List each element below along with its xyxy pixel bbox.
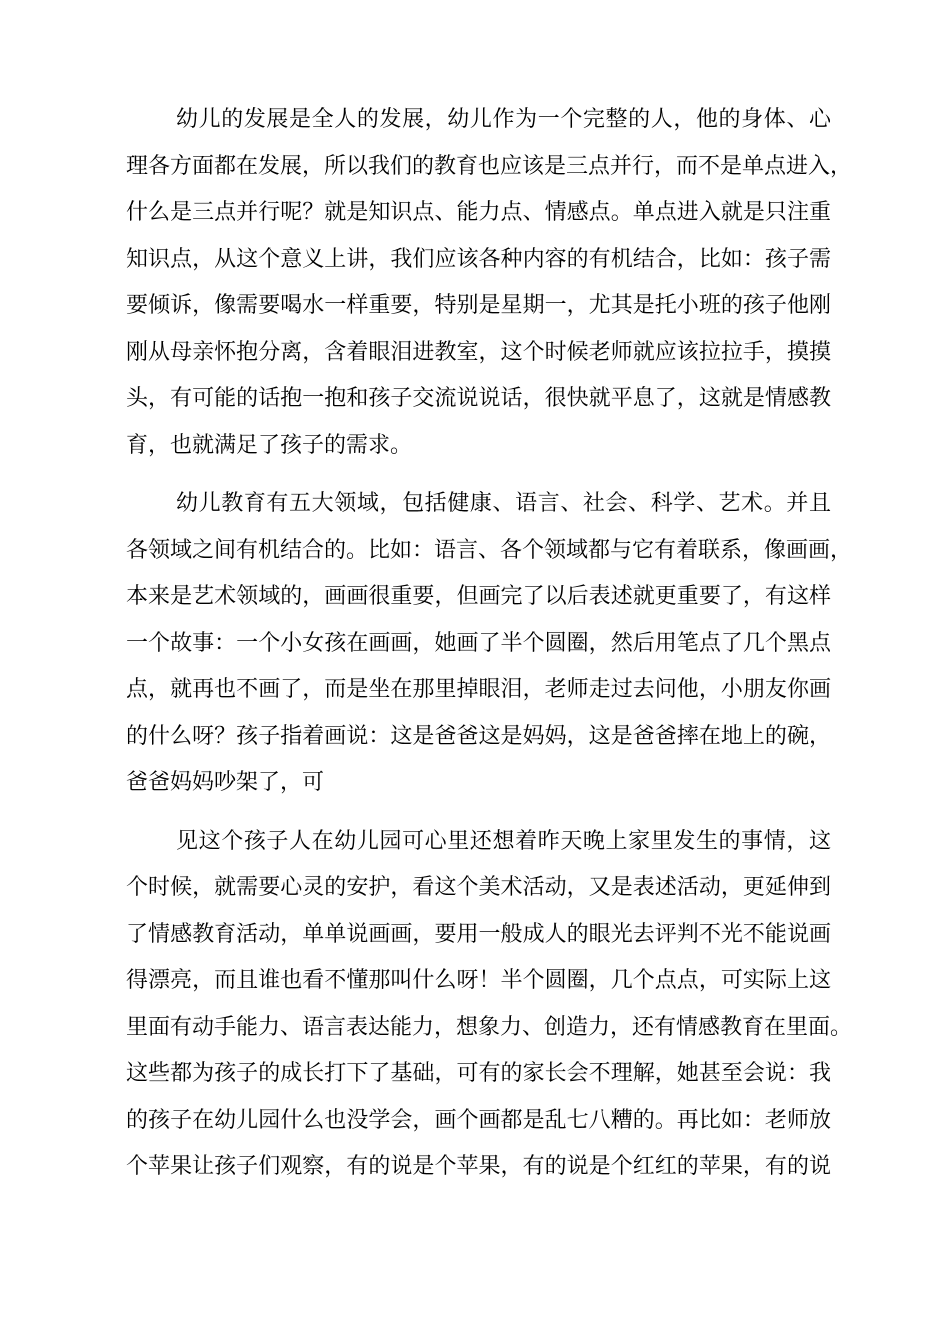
- text-line: 的孩子在幼儿园什么也没学会，画个画都是乱七八糟的。再比如：老师放: [126, 1107, 831, 1133]
- text-line: 里面有动手能力、语言表达能力，想象力、创造力，还有情感教育在里面。: [126, 1014, 853, 1040]
- text-line: 的什么呀？孩子指着画说：这是爸爸这是妈妈，这是爸爸摔在地上的碗，: [126, 723, 831, 749]
- text-line: 育，也就满足了孩子的需求。: [126, 432, 413, 458]
- text-line: 爸爸妈妈吵架了，可: [126, 770, 325, 795]
- text-line: 了情感教育活动，单单说画画，要用一般成人的眼光去评判不光不能说画: [126, 921, 831, 947]
- paragraph-1: [126, 97, 853, 469]
- text-line: 知识点，从这个意义上讲，我们应该各种内容的有机结合，比如：孩子需: [126, 246, 831, 272]
- paragraph-2: [126, 481, 853, 807]
- text-line: 得漂亮，而且谁也看不懂那叫什么呀！半个圆圈，几个点点，可实际上这: [126, 968, 831, 993]
- text-line: 一个故事：一个小女孩在画画，她画了半个圆圈，然后用笔点了几个黑点: [126, 630, 831, 656]
- text-line: 幼儿教育有五大领域，包括健康、语言、社会、科学、艺术。并且: [176, 491, 831, 516]
- text-line: 头，有可能的话抱一抱和孩子交流说说话，很快就平息了，这就是情感教: [126, 386, 831, 411]
- text-line: 理各方面都在发展，所以我们的教育也应该是三点并行，而不是单点进入，: [126, 153, 853, 179]
- text-line: 本来是艺术领域的，画画很重要，但画完了以后表述就更重要了，有这样: [126, 584, 831, 609]
- text-line: 什么是三点并行呢？就是知识点、能力点、情感点。单点进入就是只注重: [126, 200, 831, 225]
- text-line: 各领域之间有机结合的。比如：语言、各个领域都与它有着联系，像画画，: [126, 537, 853, 563]
- text-line: 刚从母亲怀抱分离，含着眼泪进教室，这个时候老师就应该拉拉手，摸摸: [126, 339, 831, 365]
- text-line: 见这个孩子人在幼儿园可心里还想着昨天晚上家里发生的事情，这: [176, 828, 831, 854]
- text-line: 幼儿的发展是全人的发展，幼儿作为一个完整的人，他的身体、心: [176, 107, 831, 132]
- text-line: 要倾诉，像需要喝水一样重要，特别是星期一，尤其是托小班的孩子他刚: [126, 293, 831, 318]
- text-line: 个时候，就需要心灵的安护，看这个美术活动，又是表述活动，更延伸到: [126, 875, 831, 900]
- text-line: 点，就再也不画了，而是坐在那里掉眼泪，老师走过去问他，小朋友你画: [126, 677, 831, 702]
- document-page: [126, 97, 853, 1203]
- text-line: 个苹果让孩子们观察，有的说是个苹果，有的说是个红红的苹果，有的说: [126, 1154, 831, 1179]
- text-line: 这些都为孩子的成长打下了基础，可有的家长会不理解，她甚至会说：我: [126, 1061, 831, 1086]
- paragraph-3: [126, 819, 853, 1191]
